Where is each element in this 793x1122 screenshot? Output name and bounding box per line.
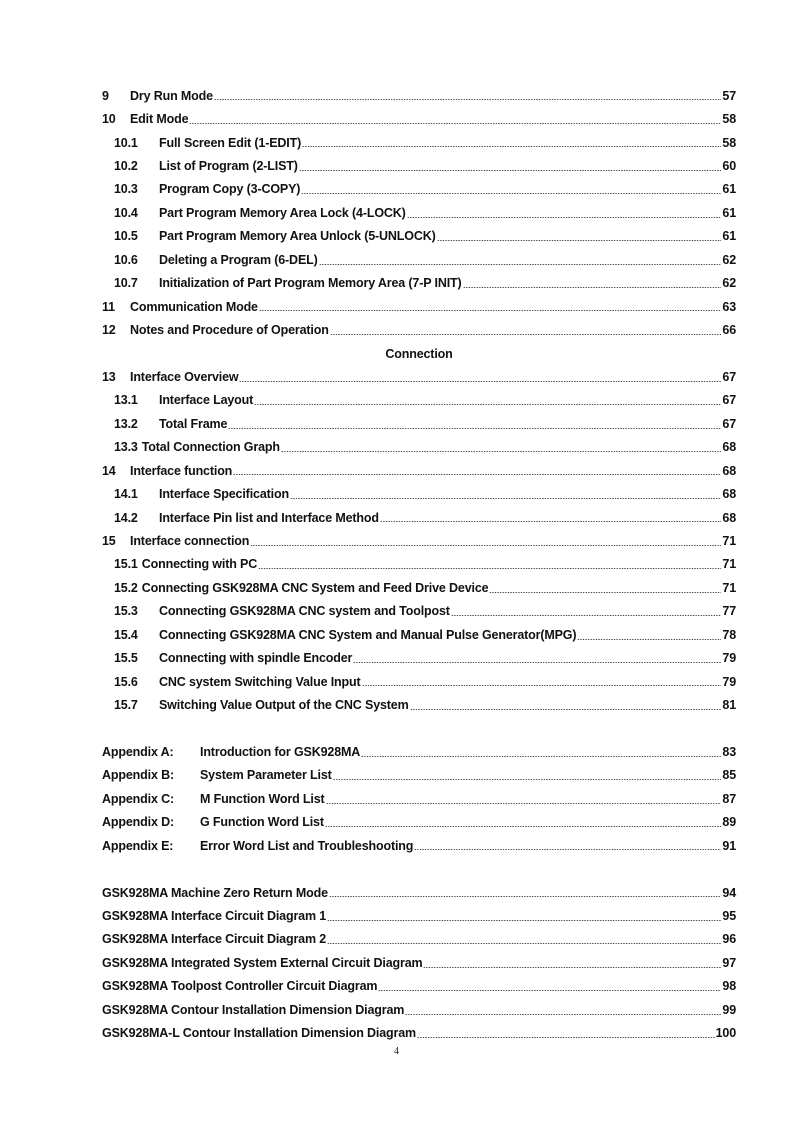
toc-entry-title: Connecting with spindle Encoder [159, 651, 353, 666]
dot-leader [333, 779, 722, 780]
toc-group-connection [102, 365, 736, 717]
toc-entry-title: GSK928MA-L Contour Installation Dimension Diagram [102, 1026, 416, 1041]
toc-entry-page: 67 [722, 393, 736, 408]
toc-entry-page: 100 [715, 1026, 736, 1041]
toc-entry-number: 13.1 [114, 393, 138, 408]
toc-entry-page: 58 [722, 112, 736, 127]
toc-entry-page: 94 [722, 885, 736, 900]
toc-entry-page: 78 [722, 627, 736, 642]
toc-entry[interactable] [102, 365, 736, 388]
toc-entry-title: Program Copy (3-COPY) [159, 182, 301, 197]
toc-entry-title: GSK928MA Integrated System External Circuit Diagram [102, 955, 423, 970]
toc-entry-number: 12 [102, 323, 116, 338]
dot-leader [330, 334, 722, 335]
toc-entry-page: 98 [722, 979, 736, 994]
toc-entry-number: 15.3 [114, 604, 138, 619]
dot-leader [327, 920, 721, 921]
toc-entry-page: 68 [722, 440, 736, 455]
toc-entry-number: 15.4 [114, 627, 138, 642]
dot-leader [233, 474, 721, 475]
toc-entry-page: 99 [722, 1002, 736, 1017]
toc-entry-number: 15.2 [114, 580, 138, 595]
toc-entry[interactable] [102, 623, 736, 646]
dot-leader [302, 146, 721, 147]
toc-entry[interactable] [102, 436, 736, 459]
toc-entry[interactable] [102, 154, 736, 177]
toc-entry-page: 62 [722, 276, 736, 291]
toc-entry-page: 61 [722, 205, 736, 220]
toc-entry-number: 15.5 [114, 651, 138, 666]
toc-entry-page: 67 [722, 369, 736, 384]
toc-entry-page: 83 [722, 744, 736, 759]
dot-leader [301, 193, 721, 194]
dot-leader [259, 310, 722, 311]
toc-entry-number: 13.3 [114, 440, 138, 455]
toc-entry-page: 57 [722, 88, 736, 103]
toc-entry-page: 58 [722, 135, 736, 150]
toc-entry-title: Total Frame [159, 416, 228, 431]
toc-entry[interactable] [102, 201, 736, 224]
toc-entry-title: M Function Word List [200, 791, 325, 806]
toc-entry-page: 67 [722, 416, 736, 431]
toc-entry-title: Interface Specification [159, 487, 289, 502]
toc-entry[interactable] [102, 647, 736, 670]
toc-entry-title: G Function Word List [200, 815, 324, 830]
toc-entry-number: 10.3 [114, 182, 138, 197]
toc-group-diagrams [102, 881, 736, 1045]
table-of-contents [102, 84, 736, 1045]
toc-entry-page: 71 [722, 557, 736, 572]
dot-leader [417, 1037, 715, 1038]
toc-entry-number: 10.1 [114, 135, 138, 150]
page-number: 4 [394, 1046, 399, 1057]
dot-leader [214, 99, 721, 100]
toc-entry-page: 97 [722, 955, 736, 970]
dot-leader [577, 639, 721, 640]
toc-entry-page: 61 [722, 229, 736, 244]
dot-leader [250, 545, 721, 546]
section-heading-connection [102, 342, 736, 365]
toc-entry[interactable] [102, 928, 736, 951]
toc-entry-title: Error Word List and Troubleshooting [200, 838, 414, 853]
toc-entry-page: 95 [722, 909, 736, 924]
toc-entry[interactable] [102, 975, 736, 998]
toc-entry[interactable] [102, 553, 736, 576]
toc-entry-title: GSK928MA Interface Circuit Diagram 1 [102, 909, 327, 924]
toc-entry[interactable] [102, 295, 736, 318]
toc-entry-page: 85 [722, 768, 736, 783]
toc-entry-number: 10.7 [114, 276, 138, 291]
toc-entry-page: 60 [722, 159, 736, 174]
dot-leader [319, 264, 722, 265]
spacer [102, 857, 736, 880]
toc-entry-title: Interface function [130, 463, 233, 478]
dot-leader [329, 896, 722, 897]
toc-entry-page: 62 [722, 252, 736, 267]
toc-entry[interactable] [102, 84, 736, 107]
toc-entry-page: 71 [722, 534, 736, 549]
toc-entry[interactable] [102, 272, 736, 295]
toc-entry-title: CNC system Switching Value Input [159, 674, 361, 689]
dot-leader [239, 381, 721, 382]
toc-entry[interactable] [102, 998, 736, 1021]
dot-leader [489, 592, 721, 593]
toc-entry[interactable] [102, 131, 736, 154]
toc-entry-page: 77 [722, 604, 736, 619]
toc-entry[interactable] [102, 389, 736, 412]
toc-entry[interactable] [102, 412, 736, 435]
dot-leader [463, 287, 722, 288]
toc-entry[interactable] [102, 904, 736, 927]
toc-entry-title: GSK928MA Interface Circuit Diagram 2 [102, 932, 327, 947]
toc-entry[interactable] [102, 506, 736, 529]
dot-leader [327, 943, 721, 944]
toc-entry[interactable] [102, 600, 736, 623]
toc-entry[interactable] [102, 107, 736, 130]
toc-entry-number: 13.2 [114, 416, 138, 431]
dot-leader [380, 521, 722, 522]
dot-leader [362, 685, 722, 686]
toc-entry-number: Appendix D: [102, 815, 174, 830]
toc-entry-title: List of Program (2-LIST) [159, 159, 298, 174]
toc-entry-title: Part Program Memory Area Lock (4-LOCK) [159, 205, 406, 220]
toc-group-appendices [102, 740, 736, 857]
toc-entry[interactable] [102, 225, 736, 248]
toc-entry-number: Appendix A: [102, 744, 174, 759]
toc-entry-number: 15.6 [114, 674, 138, 689]
dot-leader [378, 990, 721, 991]
toc-entry-title: Interface connection [130, 534, 250, 549]
toc-entry-title: Communication Mode [130, 299, 258, 314]
toc-entry-number: 15 [102, 534, 116, 549]
toc-entry-page: 79 [722, 674, 736, 689]
toc-entry-title: Connecting GSK928MA CNC system and Toolpost [159, 604, 450, 619]
toc-entry[interactable] [102, 318, 736, 341]
dot-leader [299, 170, 722, 171]
toc-entry-title: Full Screen Edit (1-EDIT) [159, 135, 302, 150]
toc-entry-number: 14 [102, 463, 116, 478]
toc-entry-page: 71 [722, 580, 736, 595]
dot-leader [325, 826, 722, 827]
toc-entry[interactable] [102, 764, 736, 787]
toc-entry-title: Total Connection Graph [141, 440, 280, 455]
toc-entry-title: GSK928MA Toolpost Controller Circuit Diagram [102, 979, 378, 994]
toc-entry[interactable] [102, 693, 736, 716]
dot-leader [414, 849, 721, 850]
spacer [102, 717, 736, 740]
dot-leader [326, 803, 722, 804]
toc-entry[interactable] [102, 834, 736, 857]
toc-entry-number: 10 [102, 112, 116, 127]
toc-entry-number: 14.1 [114, 487, 138, 502]
toc-entry-number: Appendix B: [102, 768, 174, 783]
toc-entry-title: Part Program Memory Area Unlock (5-UNLOCK) [159, 229, 436, 244]
dot-leader [405, 1014, 721, 1015]
dot-leader [228, 428, 721, 429]
toc-entry-number: 15.7 [114, 698, 138, 713]
toc-group-operation [102, 84, 736, 342]
dot-leader [258, 568, 721, 569]
toc-entry[interactable] [102, 1022, 736, 1045]
toc-entry[interactable] [102, 178, 736, 201]
toc-entry-title: Connecting GSK928MA CNC System and Feed Drive Device [141, 580, 489, 595]
toc-entry-number: Appendix E: [102, 838, 174, 853]
toc-entry-number: 14.2 [114, 510, 138, 525]
toc-entry-number: 11 [102, 299, 115, 314]
toc-entry[interactable] [102, 670, 736, 693]
dot-leader [353, 662, 721, 663]
toc-entry-number: 10.6 [114, 252, 138, 267]
toc-entry-title: Edit Mode [130, 112, 189, 127]
toc-entry-title: Deleting a Program (6-DEL) [159, 252, 318, 267]
toc-entry[interactable] [102, 881, 736, 904]
toc-entry[interactable] [102, 459, 736, 482]
toc-entry-number: 10.4 [114, 205, 138, 220]
toc-entry-title: Introduction for GSK928MA [200, 744, 361, 759]
toc-entry-title: GSK928MA Machine Zero Return Mode [102, 885, 328, 900]
toc-entry-title: Interface Overview [130, 369, 239, 384]
toc-entry-title: Notes and Procedure of Operation [130, 323, 329, 338]
toc-entry[interactable] [102, 529, 736, 552]
toc-entry[interactable] [102, 787, 736, 810]
dot-leader [410, 709, 722, 710]
toc-entry[interactable] [102, 576, 736, 599]
toc-entry-title: Switching Value Output of the CNC System [159, 698, 409, 713]
toc-entry-number: 10.2 [114, 159, 138, 174]
toc-entry-number: 13 [102, 369, 116, 384]
dot-leader [407, 217, 722, 218]
toc-entry-number: Appendix C: [102, 791, 174, 806]
toc-entry-title: Dry Run Mode [130, 88, 213, 103]
toc-entry[interactable] [102, 482, 736, 505]
toc-entry-page: 79 [722, 651, 736, 666]
toc-entry-page: 68 [722, 463, 736, 478]
toc-entry-page: 89 [722, 815, 736, 830]
toc-entry-page: 96 [722, 932, 736, 947]
toc-entry-title: GSK928MA Contour Installation Dimension Diagram [102, 1002, 405, 1017]
dot-leader [281, 451, 722, 452]
toc-entry[interactable] [102, 248, 736, 271]
toc-entry-page: 87 [722, 791, 736, 806]
toc-entry-title: Interface Layout [159, 393, 254, 408]
dot-leader [290, 498, 721, 499]
toc-entry-page: 61 [722, 182, 736, 197]
toc-entry-page: 68 [722, 487, 736, 502]
toc-entry-title: Initialization of Part Program Memory Area (7-P INIT) [159, 276, 462, 291]
toc-entry-page: 68 [722, 510, 736, 525]
toc-entry[interactable] [102, 951, 736, 974]
toc-entry-number: 10.5 [114, 229, 138, 244]
toc-entry-page: 66 [722, 323, 736, 338]
toc-entry-page: 81 [722, 698, 736, 713]
dot-leader [437, 240, 722, 241]
toc-entry-number: 15.1 [114, 557, 138, 572]
toc-entry-title: System Parameter List [200, 768, 332, 783]
dot-leader [361, 756, 721, 757]
dot-leader [189, 123, 721, 124]
dot-leader [254, 404, 721, 405]
toc-entry-title: Connecting GSK928MA CNC System and Manual Pulse Generator(MPG) [159, 627, 577, 642]
toc-entry-title: Connecting with PC [141, 557, 258, 572]
section-heading-text: Connection [385, 346, 453, 361]
toc-entry-number: 9 [102, 88, 109, 103]
toc-entry-page: 91 [722, 838, 736, 853]
toc-entry[interactable] [102, 740, 736, 763]
toc-entry-title: Interface Pin list and Interface Method [159, 510, 379, 525]
dot-leader [451, 615, 722, 616]
toc-entry[interactable] [102, 811, 736, 834]
dot-leader [423, 967, 721, 968]
toc-entry-page: 63 [722, 299, 736, 314]
